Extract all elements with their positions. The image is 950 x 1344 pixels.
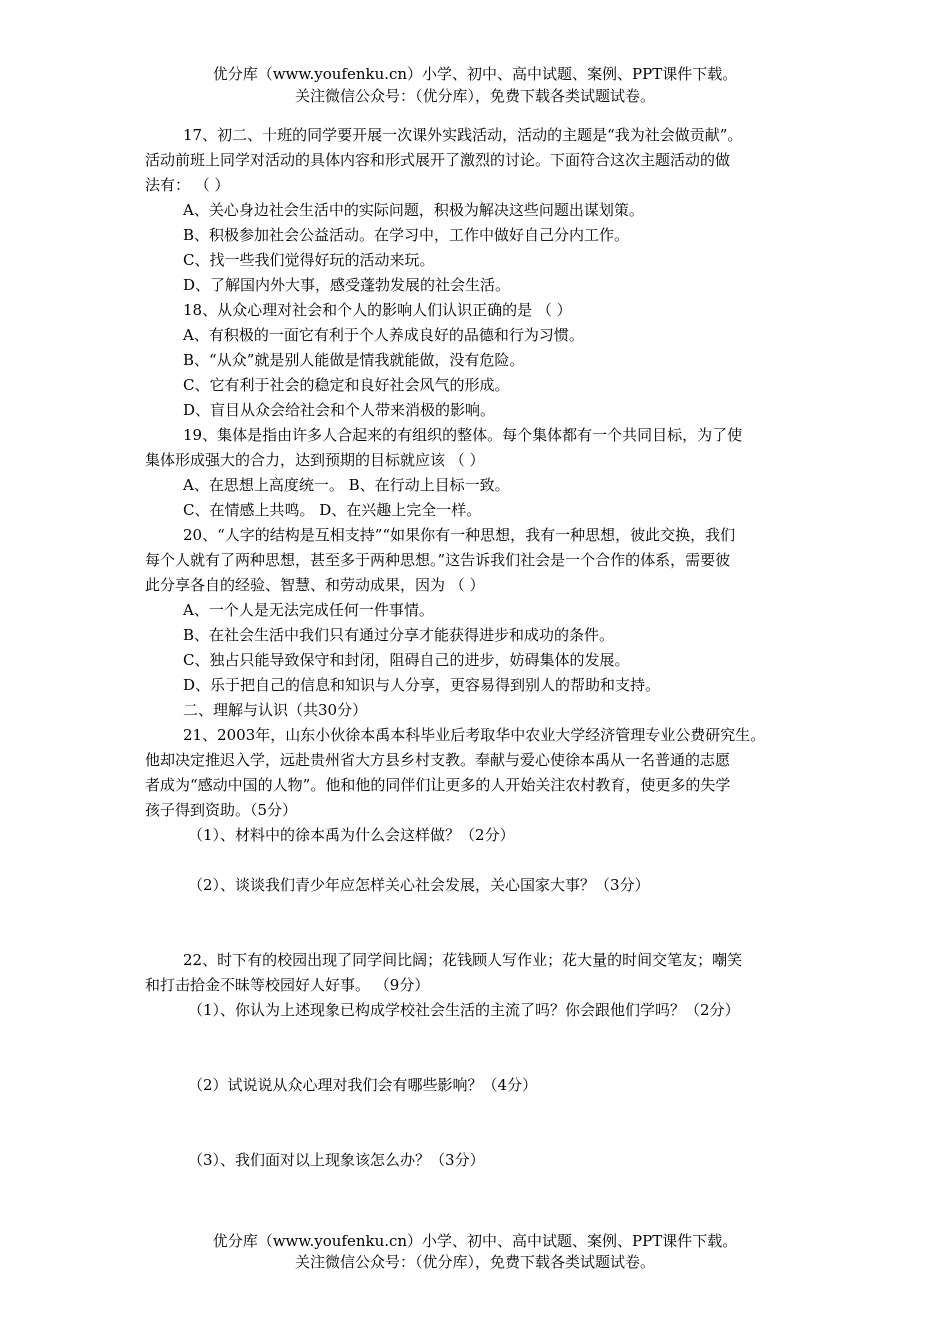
q18-stem: 18、从众心理对社会和个人的影响人们认识正确的是 （ ） <box>183 301 572 319</box>
q21-para-line-2: 他却决定推迟入学，远赴贵州省大方县乡村支教。奉献与爱心使徐本禹从一名普通的志愿 <box>145 751 731 769</box>
q22-sub-question-3: （3）、我们面对以上现象该怎么办？（3分） <box>188 1151 485 1169</box>
header-line-1: 优分库（www.youfenku.cn）小学、初中、高中试题、案例、PPT课件下载。 <box>212 65 738 83</box>
q17-stem-line-3: 法有： （ ） <box>145 176 230 194</box>
q19-options-row-1: A、在思想上高度统一。 B、在行动上目标一致。 <box>183 476 510 494</box>
footer-line-2: 关注微信公众号：（优分库），免费下载各类试题试卷。 <box>294 1253 655 1271</box>
q21-sub-question-2: （2）、谈谈我们青少年应怎样关心社会发展，关心国家大事？（3分） <box>188 876 650 894</box>
q18-option-c: C、它有利于社会的稳定和良好社会风气的形成。 <box>183 376 510 394</box>
q20-option-a: A、一个人是无法完成任何一件事情。 <box>183 601 434 619</box>
q20-option-c: C、独占只能导致保守和封闭，阻碍自己的进步，妨碍集体的发展。 <box>183 651 630 669</box>
footer-line-1: 优分库（www.youfenku.cn）小学、初中、高中试题、案例、PPT课件下载。 <box>212 1232 738 1250</box>
q19-options-row-2: C、在情感上共鸣。 D、在兴趣上完全一样。 <box>183 501 482 519</box>
q21-para-line-4: 孩子得到资助。（5分） <box>145 801 298 819</box>
q22-para-line-1: 22、时下有的校园出现了同学间比阔；花钱顾人写作业；花大量的时间交笔友；嘲笑 <box>183 951 743 969</box>
q19-stem-line-1: 19、集体是指由许多人合起来的有组织的整体。每个集体都有一个共同目标，为了使 <box>183 426 743 444</box>
q20-stem-line-3: 此分享各自的经验、智慧、和劳动成果，因为 （ ） <box>145 576 485 594</box>
q18-option-a: A、有积极的一面它有利于个人养成良好的品德和行为习惯。 <box>183 326 584 344</box>
q22-sub-question-1: （1）、你认为上述现象已构成学校社会生活的主流了吗？你会跟他们学吗？（2分） <box>188 1001 740 1019</box>
q18-option-d: D、盲目从众会给社会和个人带来消极的影响。 <box>183 401 496 419</box>
q21-para-line-3: 者成为“感动中国的人物”。他和他的同伴们让更多的人开始关注农村教育，使更多的失学 <box>145 776 731 794</box>
q21-sub-question-1: （1）、材料中的徐本禹为什么会这样做？（2分） <box>188 826 515 844</box>
q17-option-b: B、积极参加社会公益活动。在学习中，工作中做好自己分内工作。 <box>183 226 630 244</box>
q20-stem-line-2: 每个人就有了两种思想，甚至多于两种思想。”这告诉我们社会是一个合作的体系，需要彼 <box>145 551 731 569</box>
q22-para-line-2: 和打击拾金不昧等校园好人好事。 （9分） <box>145 976 430 994</box>
q17-stem-line-1: 17、初二、十班的同学要开展一次课外实践活动，活动的主题是“我为社会做贡献”。 <box>183 126 743 144</box>
q17-option-d: D、了解国内外大事，感受蓬勃发展的社会生活。 <box>183 276 511 294</box>
q17-option-a: A、关心身边社会生活中的实际问题，积极为解决这些问题出谋划策。 <box>183 201 644 219</box>
q17-stem-line-2: 活动前班上同学对活动的具体内容和形式展开了激烈的讨论。下面符合这次主题活动的做 <box>145 151 731 169</box>
q20-option-d: D、乐于把自己的信息和知识与人分享，更容易得到别人的帮助和支持。 <box>183 676 661 694</box>
q19-stem-line-2: 集体形成强大的合力，达到预期的目标就应该 （ ） <box>145 451 485 469</box>
q21-para-line-1: 21、2003年，山东小伙徐本禹本科毕业后考取华中农业大学经济管理专业公费研究生。 <box>183 726 766 744</box>
q17-option-c: C、找一些我们觉得好玩的活动来玩。 <box>183 251 435 269</box>
header-line-2: 关注微信公众号：（优分库），免费下载各类试题试卷。 <box>294 87 655 105</box>
q20-option-b: B、在社会生活中我们只有通过分享才能获得进步和成功的条件。 <box>183 626 615 644</box>
section-2-heading: 二、理解与认识（共30分） <box>183 701 368 719</box>
q22-sub-question-2: （2）试说说从众心理对我们会有哪些影响？（4分） <box>188 1076 538 1094</box>
q18-option-b: B、“从众”就是别人能做是情我就能做，没有危险。 <box>183 351 525 369</box>
q20-stem-line-1: 20、“人字的结构是互相支持”“如果你有一种思想，我有一种思想，彼此交换，我们 <box>183 526 736 544</box>
